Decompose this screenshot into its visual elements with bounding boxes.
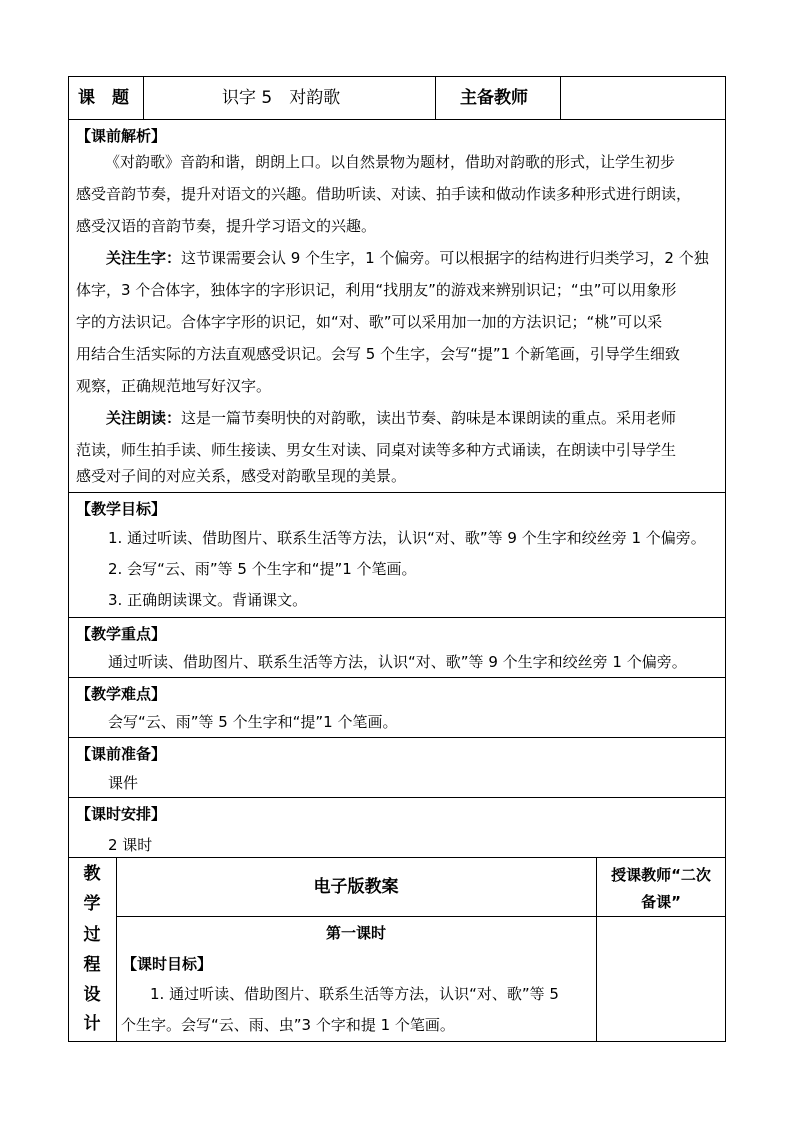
key-points-text: 通过听读、借助图片、联系生活等方法，认识“对、歌”等 9 个生字和绞丝旁 1 个偏旁。	[108, 653, 687, 671]
schedule-heading: 【课时安排】	[76, 805, 167, 823]
process-side-char: 教	[83, 864, 101, 884]
analysis-p3-line: 范读，师生拍手读、师生接读、男女生对读、同桌对读等多种方式诵读，在朗读中引导学生	[76, 441, 677, 459]
analysis-p2-first	[106, 251, 709, 266]
table-row-divider	[116, 916, 726, 917]
goal-item: 1. 通过听读、借助图片、联系生活等方法，认识“对、歌”等 9 个生字和绞丝旁 1 个偏旁。	[108, 529, 706, 547]
process-side-char: 程	[83, 955, 101, 975]
schedule-text: 2 课时	[108, 836, 153, 854]
analysis-p3-first	[106, 411, 676, 426]
analysis-heading: 【课前解析】	[76, 127, 167, 145]
goal-item: 2. 会写“云、雨”等 5 个生字和“提”1 个笔画。	[108, 560, 417, 578]
table-border-right	[725, 76, 726, 1042]
goal-item: 3. 正确朗读课文。背诵课文。	[108, 591, 308, 609]
table-row-divider	[68, 617, 726, 618]
subject-label: 课 题	[78, 88, 129, 108]
analysis-p2-line: 体字，3 个合体字，独体字的字形识记，利用“找朋友”的游戏来辨别识记；“虫”可以用象形	[76, 281, 677, 299]
period-goal-heading: 【课时目标】	[122, 955, 213, 973]
focus-characters-label: 关注生字：	[106, 249, 182, 267]
process-side-char: 学	[83, 894, 101, 914]
table-row-divider	[68, 857, 726, 858]
teacher-label: 主备教师	[460, 88, 528, 108]
table-row-divider	[68, 737, 726, 738]
difficulties-text: 会写“云、雨”等 5 个生字和“提”1 个笔画。	[108, 713, 398, 731]
analysis-p2-line: 观察，正确规范地写好汉字。	[76, 377, 272, 395]
preparation-heading: 【课前准备】	[76, 745, 167, 763]
second-prep-heading-line: 授课教师“二次	[611, 866, 711, 884]
electronic-plan-heading: 电子版教案	[313, 877, 399, 897]
analysis-p1-line: 感受汉语的音韵节奏，提升学习语文的兴趣。	[76, 217, 377, 235]
analysis-p2-line: 这节课需要会认 9 个生字，1 个偏旁。可以根据字的结构进行归类学习，2 个独	[181, 249, 709, 267]
analysis-p1-line: 《对韵歌》音韵和谐，朗朗上口。以自然景物为题材，借助对韵歌的形式，让学生初步	[105, 153, 676, 171]
analysis-p1-line: 感受音韵节奏，提升对语文的兴趣。借助听读、对读、拍手读和做动作读多种形式进行朗读，	[76, 185, 692, 203]
analysis-p3-line: 这是一篇节奏明快的对韵歌，读出节奏、韵味是本课朗读的重点。采用老师	[181, 409, 677, 427]
analysis-p2-line: 用结合生活实际的方法直观感受识记。会写 5 个生字，会写“提”1 个新笔画，引导学生细致	[76, 345, 680, 363]
table-border-top	[68, 76, 726, 77]
header-col-divider	[435, 76, 436, 120]
focus-reading-label: 关注朗读：	[106, 409, 182, 427]
goals-heading: 【教学目标】	[76, 500, 167, 518]
lesson-title: 识字 5 对韵歌	[222, 88, 341, 108]
table-row-divider	[68, 797, 726, 798]
analysis-p3-line: 感受对子间的对应关系，感受对韵歌呈现的美景。	[76, 467, 407, 485]
header-col-divider	[143, 76, 144, 120]
process-side-char: 计	[83, 1014, 101, 1034]
table-row-divider	[68, 119, 726, 120]
preparation-text: 课件	[108, 774, 139, 792]
table-row-divider	[68, 492, 726, 493]
process-col-divider	[596, 857, 597, 1042]
period-goal-line: 个生字。会写“云、雨、虫”3 个字和提 1 个笔画。	[121, 1016, 455, 1034]
difficulties-heading: 【教学难点】	[76, 685, 167, 703]
second-prep-heading-line: 备课”	[641, 893, 681, 911]
analysis-p2-line: 字的方法识记。合体字字形的识记，如“对、歌”可以采用加一加的方法识记；“桃”可以采	[76, 313, 663, 331]
table-row-divider	[68, 677, 726, 678]
process-side-char: 设	[83, 985, 101, 1005]
process-side-char: 过	[83, 925, 101, 945]
header-col-divider	[560, 76, 561, 120]
period-goal-line: 1. 通过听读、借助图片、联系生活等方法，认识“对、歌”等 5	[150, 985, 559, 1003]
table-border-left	[68, 76, 69, 1042]
table-border-bottom	[68, 1041, 726, 1042]
key-points-heading: 【教学重点】	[76, 625, 167, 643]
first-period-heading: 第一课时	[325, 924, 386, 942]
